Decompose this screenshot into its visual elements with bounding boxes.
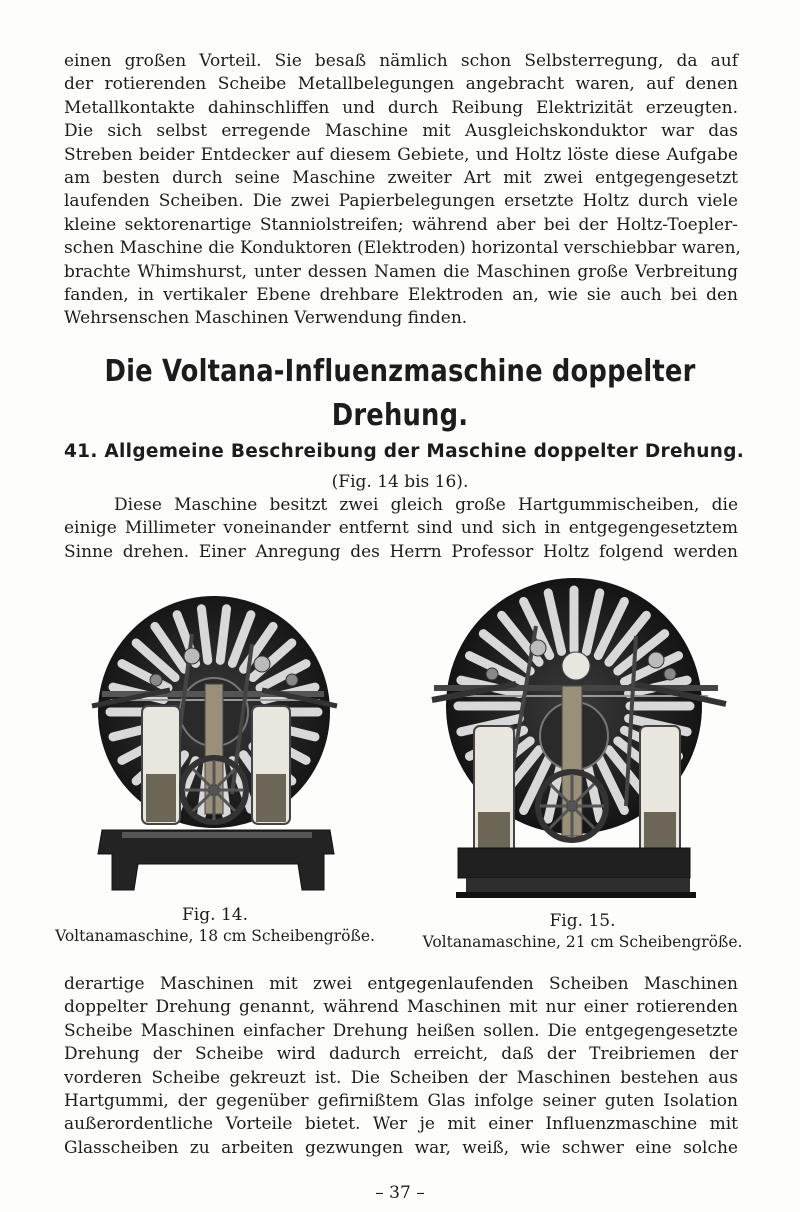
text-line: einen großen Vorteil. Sie besaß nämlich schon Selbsterregung, da auf — [64, 51, 738, 71]
voltana-machine-18cm-image — [62, 594, 374, 900]
figure-15-number: Fig. 15. — [549, 911, 616, 931]
text-line: vorderen Scheibe gekreuzt ist. Die Scheiben der Maschinen bestehen aus — [64, 1067, 738, 1088]
text-line: doppelter Drehung genannt, während Maschinen mit nur einer rotierenden — [64, 997, 738, 1018]
voltana-machine-21cm-image — [426, 576, 728, 900]
text-line: Streben beider Entdecker auf diesem Gebiete, und Holtz löste diese Aufgabe — [64, 144, 738, 165]
text-line: schen Maschine die Konduktoren (Elektroden) horizontal verschiebbar waren, — [64, 238, 741, 259]
page-number: – 37 – — [375, 1183, 425, 1203]
figure-15-illustration — [426, 576, 728, 900]
text-line: der rotierenden Scheibe Metallbelegungen angebracht waren, auf denen — [64, 74, 738, 95]
text-line: einige Millimeter voneinander entfernt sind und sich in entgegengesetztem — [64, 518, 738, 539]
figure-15-caption — [410, 911, 755, 953]
paragraph-description — [64, 494, 738, 564]
section-title: 41. Allgemeine Beschreibung der Maschine doppelter Drehung. — [64, 441, 745, 462]
text-line: brachte Whimshurst, unter dessen Namen die Maschinen große Verbreitung — [64, 261, 738, 282]
text-line: Sinne drehen. Einer Anregung des Herrn Professor Holtz folgend werden — [64, 541, 738, 562]
figure-reference: (Fig. 14 bis 16). — [331, 472, 469, 492]
text-line: Scheibe Maschinen einfacher Drehung heißen sollen. Die entgegengesetzte — [64, 1020, 738, 1041]
text-line: am besten durch seine Maschine zweiter Art mit zwei entgegengesetzt — [64, 168, 738, 189]
figure-15-caption-text: Voltanamaschine, 21 cm Scheibengröße. — [422, 933, 743, 951]
text-line: laufenden Scheiben. Die zwei Papierbelegungen ersetzte Holtz durch viele — [64, 191, 738, 212]
paragraph-intro — [64, 50, 741, 331]
text-line: außerordentliche Vorteile bietet. Wer je mit einer Influenzmaschine mit — [64, 1114, 738, 1135]
text-line: fanden, in vertikaler Ebene drehbare Elektroden an, wie sie auch bei den — [64, 285, 738, 306]
text-line: Hartgummi, der gegenüber gefirnißtem Glas infolge seiner guten Isolation — [64, 1091, 738, 1112]
figure-14-caption-text: Voltanamaschine, 18 cm Scheibengröße. — [55, 927, 375, 945]
paragraph-continuation — [64, 973, 738, 1160]
text-line: Drehung der Scheibe wird dadurch erreicht, daß der Treibriemen der — [64, 1044, 738, 1065]
text-line: Die sich selbst erregende Maschine mit Ausgleichskonduktor war das — [64, 121, 738, 142]
figure-14-caption — [40, 905, 390, 947]
figure-14-illustration — [62, 594, 374, 900]
text-line: Wehrsenschen Maschinen Verwendung finden. — [64, 308, 468, 329]
text-line: derartige Maschinen mit zwei entgegenlaufenden Scheiben Maschinen — [64, 974, 738, 994]
figure-14-number: Fig. 14. — [182, 905, 248, 925]
chapter-heading-line-2: Drehung. — [331, 398, 469, 433]
text-line: Glasscheiben zu arbeiten gezwungen war, weiß, wie schwer eine solche — [64, 1137, 738, 1158]
text-line: Diese Maschine besitzt zwei gleich große Hartgummischeiben, die — [114, 495, 738, 515]
chapter-heading-line-1: Die Voltana-Influenzmaschine doppelter — [104, 354, 696, 389]
chapter-heading — [56, 350, 744, 438]
text-line: Metallkontakte dahinschliffen und durch Reibung Elektrizität erzeugten. — [64, 97, 738, 118]
text-line: kleine sektorenartige Stanniolstreifen; während aber bei der Holtz-Toepler- — [64, 214, 738, 235]
